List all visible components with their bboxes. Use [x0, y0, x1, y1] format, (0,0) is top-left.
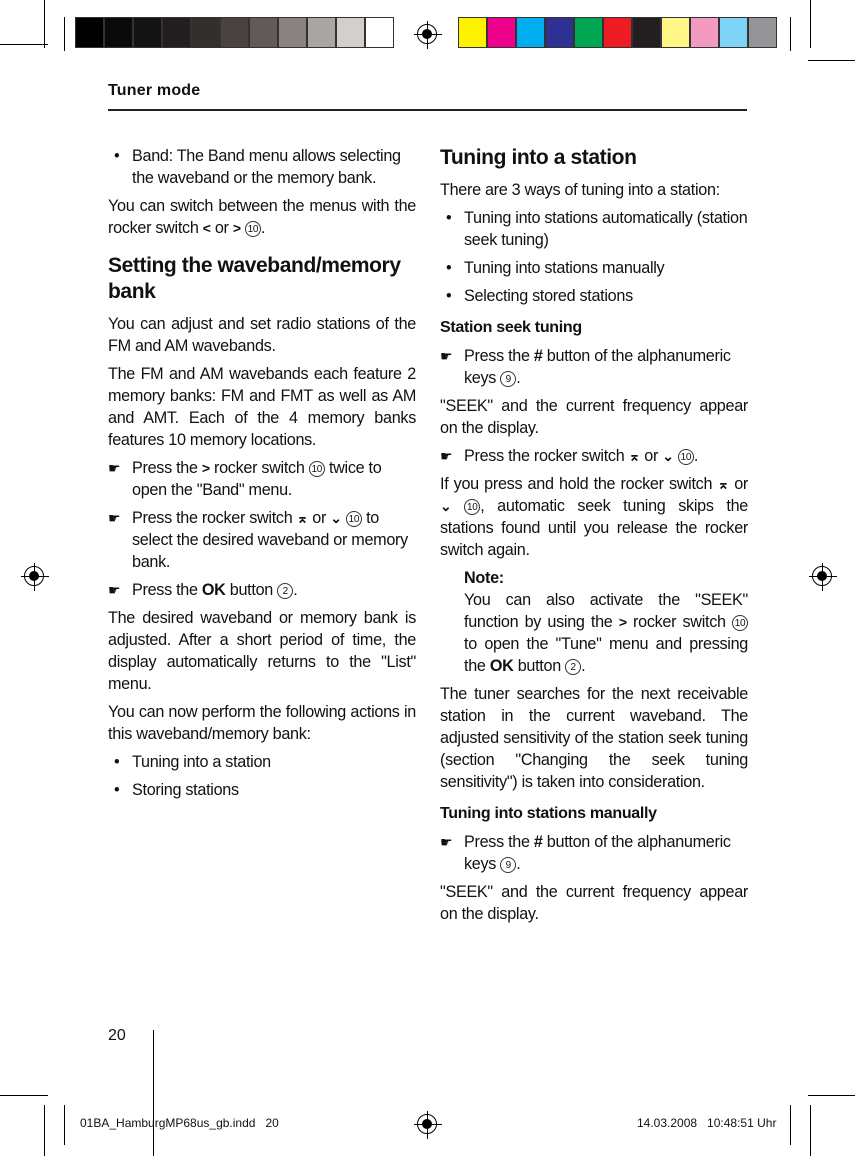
- paragraph: You can now perform the following actions in this waveband/memory bank:: [108, 703, 416, 743]
- registration-mark-icon: [812, 566, 832, 586]
- paragraph: "SEEK" and the current frequency appear on the display.: [440, 397, 748, 437]
- paragraph: "SEEK" and the current frequency appear on the display.: [440, 883, 748, 923]
- paragraph: The tuner searches for the next receivable station in the current waveband. The adjusted sensitivity of the station seek tuning (section "Changing the seek tuning sensitivity") is taken into consideration.: [440, 685, 748, 791]
- note-title: Note:: [464, 569, 504, 587]
- color-swatch: [307, 17, 336, 48]
- paragraph: The FM and AM wavebands each feature 2 memory banks: FM and FMT as well as AM and AMT. Each of the 4 memory banks features 10 memory locations.: [108, 365, 416, 449]
- color-swatch: [545, 17, 574, 48]
- action-step: ☛ Press the > rocker switch 10 twice to open the "Band" menu.: [108, 459, 382, 499]
- rocker-down-icon: ⌄: [662, 448, 674, 464]
- note-box: [440, 567, 748, 677]
- callout-number: 9: [500, 857, 516, 873]
- left-column: [108, 145, 416, 807]
- color-swatch: [220, 17, 249, 48]
- crop-mark: [790, 1105, 791, 1145]
- subheading: Tuning into stations manually: [440, 805, 657, 822]
- gray-swatch-bar: [75, 17, 394, 48]
- color-swatch: [516, 17, 545, 48]
- pointing-hand-icon: ☛: [440, 348, 453, 364]
- crop-mark: [0, 44, 48, 45]
- color-swatch: [75, 17, 104, 48]
- pointing-hand-icon: ☛: [440, 834, 453, 850]
- footer-date: 14.03.2008 10:48:51 Uhr: [637, 1116, 777, 1130]
- color-swatch: [191, 17, 220, 48]
- color-swatch: [133, 17, 162, 48]
- color-swatch: [104, 17, 133, 48]
- crop-mark: [64, 1105, 65, 1145]
- action-step: ☛ Press the # button of the alphanumeric keys 9 .: [440, 833, 731, 873]
- subheading: Station seek tuning: [440, 319, 582, 336]
- list-item: • Tuning into stations manually: [446, 259, 665, 277]
- section-heading: Tuning into a station: [440, 146, 637, 169]
- callout-number: 2: [277, 583, 293, 599]
- action-step: ☛ Press the # button of the alphanumeric keys 9 .: [440, 347, 731, 387]
- callout-number: 10: [678, 449, 694, 465]
- crop-mark: [790, 17, 791, 51]
- color-swatch: [162, 17, 191, 48]
- running-title: Tuner mode: [108, 82, 201, 99]
- action-step: ☛ Press the rocker switch ⌅ or ⌄ 10 to select the desired waveband or memory bank.: [108, 509, 408, 571]
- pointing-hand-icon: ☛: [108, 582, 121, 598]
- color-swatch: [458, 17, 487, 48]
- list-item: • Tuning into stations automatically (station seek tuning): [446, 209, 748, 249]
- registration-mark-icon: [417, 1114, 437, 1134]
- chevron-left-icon: <: [202, 220, 211, 236]
- pointing-hand-icon: ☛: [440, 448, 453, 464]
- color-swatch: [336, 17, 365, 48]
- crop-mark: [808, 1095, 855, 1096]
- list-item: • Selecting stored stations: [446, 287, 633, 305]
- paragraph: The desired waveband or memory bank is adjusted. After a short period of time, the display automatically returns to the "List" menu.: [108, 609, 416, 693]
- color-swatch: [632, 17, 661, 48]
- pointing-hand-icon: ☛: [108, 460, 121, 476]
- registration-mark-icon: [24, 566, 44, 586]
- chevron-right-icon: >: [201, 460, 210, 476]
- crop-mark: [0, 1095, 48, 1096]
- rocker-down-icon: ⌄: [330, 510, 342, 526]
- crop-mark: [810, 0, 811, 48]
- note-text: You can also activate the "SEEK" function by using the > rocker switch 10 to open the "Tune" menu and pressing the OK button 2 .: [464, 591, 748, 675]
- callout-number: 10: [464, 499, 480, 515]
- color-swatch: [365, 17, 394, 48]
- action-step: ☛ Press the rocker switch ⌅ or ⌄ 10 .: [440, 447, 699, 465]
- color-swatch: [278, 17, 307, 48]
- crop-mark: [44, 0, 45, 48]
- color-swatch: [661, 17, 690, 48]
- chevron-right-icon: >: [232, 220, 241, 236]
- paragraph: There are 3 ways of tuning into a station:: [440, 181, 720, 199]
- color-swatch: [690, 17, 719, 48]
- rocker-down-icon: ⌄: [440, 498, 452, 514]
- page-number: 20: [108, 1027, 126, 1044]
- crop-mark: [64, 17, 65, 51]
- action-step: ☛ Press the OK button 2 .: [108, 581, 298, 599]
- list-item: • Band: The Band menu allows selecting the waveband or the memory bank.: [114, 147, 401, 187]
- section-heading: Setting the waveband/memory bank: [108, 254, 401, 303]
- color-swatch: [487, 17, 516, 48]
- callout-number: 10: [245, 221, 261, 237]
- pointing-hand-icon: ☛: [108, 510, 121, 526]
- paragraph: You can adjust and set radio stations of the FM and AM wavebands.: [108, 315, 416, 355]
- callout-number: 10: [732, 615, 748, 631]
- color-swatch: [249, 17, 278, 48]
- crop-mark: [44, 1105, 45, 1156]
- crop-mark: [810, 1105, 811, 1156]
- color-swatch: [719, 17, 748, 48]
- rocker-up-icon: ⌅: [717, 476, 729, 492]
- color-swatch: [574, 17, 603, 48]
- color-swatch-bar: [458, 17, 777, 48]
- paragraph: You can switch between the menus with the rocker switch < or > 10 .: [108, 197, 416, 237]
- list-item: • Storing stations: [114, 781, 239, 799]
- registration-mark-icon: [417, 24, 437, 44]
- callout-number: 10: [346, 511, 362, 527]
- paragraph: If you press and hold the rocker switch ⌅ or ⌄ 10 , automatic seek tuning skips the stations found until you release the rocker switch again.: [440, 475, 748, 559]
- callout-number: 10: [309, 461, 325, 477]
- chevron-right-icon: >: [618, 614, 627, 630]
- color-swatch: [603, 17, 632, 48]
- callout-number: 9: [500, 371, 516, 387]
- rocker-up-icon: ⌅: [628, 448, 641, 464]
- list-item: • Tuning into a station: [114, 753, 271, 771]
- rocker-up-icon: ⌅: [296, 510, 309, 526]
- crop-mark: [808, 60, 855, 61]
- header-rule: [108, 109, 747, 111]
- right-column: [440, 145, 748, 931]
- callout-number: 2: [565, 659, 581, 675]
- footer-file: 01BA_HamburgMP68us_gb.indd 20: [80, 1116, 279, 1130]
- crop-mark: [153, 1030, 154, 1156]
- color-swatch: [748, 17, 777, 48]
